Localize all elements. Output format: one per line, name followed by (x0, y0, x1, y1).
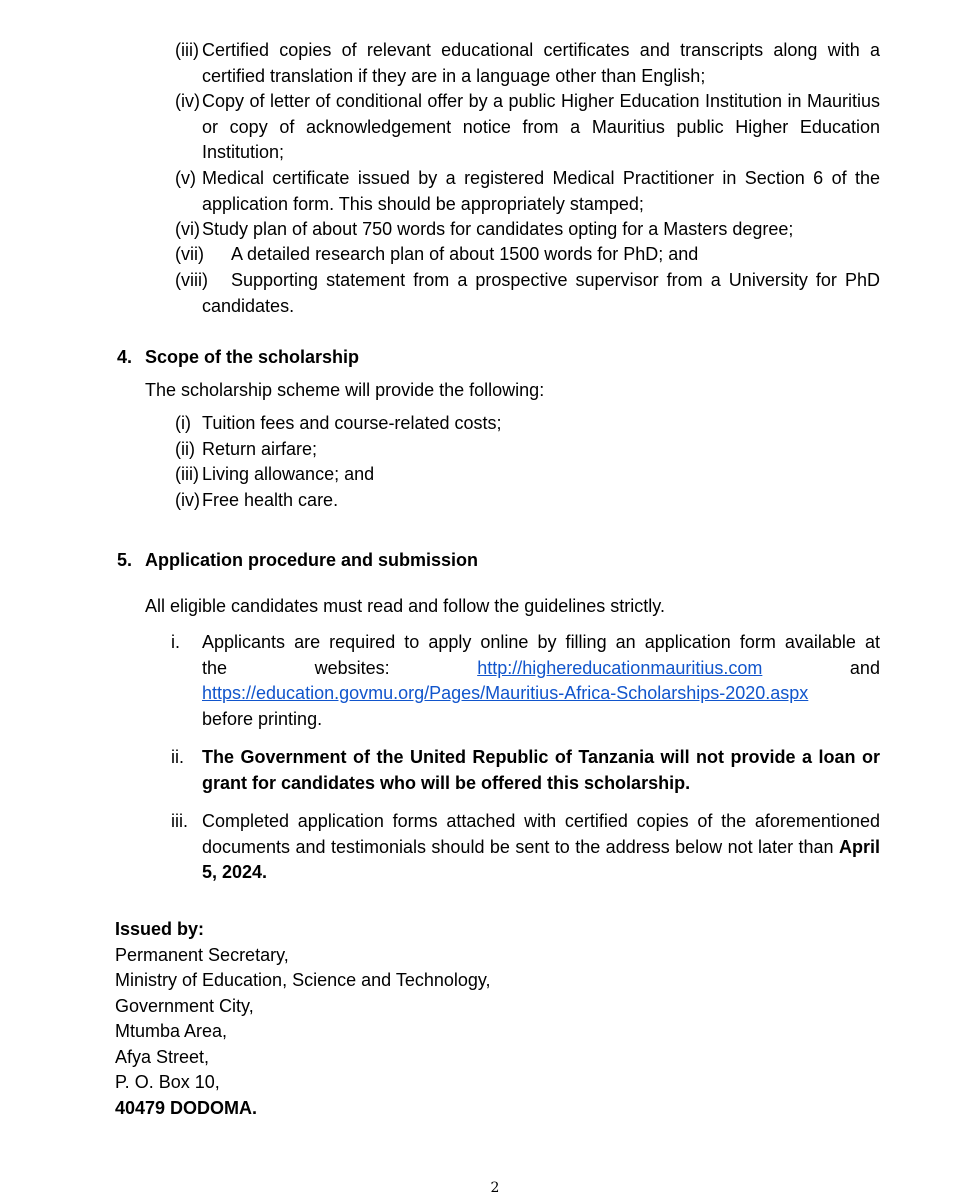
list-item (175, 462, 880, 488)
issued-by-block (115, 917, 491, 1121)
list-item-body: Completed application forms attached with certified copies of the aforementioned documents and testimonials should be sent to the address below not later than (202, 811, 880, 857)
address-line: Ministry of Education, Science and Technology, (115, 970, 491, 990)
list-item-text: Study plan of about 750 words for candidates opting for a Masters degree; (202, 219, 794, 239)
list-item-text: A detailed research plan of about 1500 words for PhD; and (231, 244, 699, 264)
word: websites: (314, 657, 390, 678)
address-line: Government City, (115, 995, 254, 1016)
list-item-line (202, 656, 880, 682)
address-city: 40479 DODOMA. (115, 1097, 258, 1118)
list-item (175, 411, 880, 437)
list-item (175, 437, 880, 463)
list-item (171, 809, 880, 886)
list-item-text: Copy of letter of conditional offer by a public Higher Education Institution in Mauritius or copy of acknowledgement notice from a Mauritius public Higher Education Institution; (202, 91, 880, 162)
issued-by-label: Issued by: (115, 919, 205, 939)
list-item-number: (v) (175, 168, 196, 188)
list-item-text: Tuition fees and course-related costs; (202, 413, 502, 433)
list-item-line (202, 681, 880, 707)
section-heading (117, 548, 478, 573)
list-item-text: Return airfare; (202, 439, 318, 459)
list-item-number: ii. (171, 747, 184, 767)
list-item-number: (i) (175, 413, 191, 433)
list-item-text (171, 630, 880, 732)
list-item-line: Applicants are required to apply online by filling an application form available at (202, 632, 880, 652)
list-item-number: (iv) (175, 91, 200, 111)
list-item (175, 242, 880, 268)
list-item (175, 217, 880, 243)
list-item (175, 89, 880, 166)
list-item (175, 166, 880, 217)
word: and (849, 657, 880, 678)
website-link[interactable]: http://highereducationmauritius.com (477, 657, 763, 678)
list-item-number: (vi) (175, 219, 200, 239)
list-item (171, 630, 880, 732)
list-item-number: (iii) (175, 40, 199, 60)
list-item (175, 38, 880, 89)
section-title: Application procedure and submission (145, 550, 479, 570)
deadline: April 5, 2024. (202, 836, 880, 882)
list-item-text (171, 809, 880, 886)
list-item-text: Living allowance; and (202, 464, 375, 484)
section-title: Scope of the scholarship (145, 347, 360, 367)
page-number: 2 (490, 1180, 500, 1196)
list-item-text: Medical certificate issued by a registered Medical Practitioner in Section 6 of the application form. This should be appropriately stamped; (202, 168, 880, 214)
section-intro: All eligible candidates must read and follow the guidelines strictly. (145, 596, 665, 616)
list-item-number: (viii) (175, 270, 208, 290)
list-item (175, 488, 880, 514)
list-item-number: i. (171, 632, 180, 652)
word: the (202, 657, 228, 678)
list-item-text: Certified copies of relevant educational certificates and transcripts along with a certified translation if they are in a language other than English; (202, 40, 880, 86)
list-item-number: (iii) (175, 464, 199, 484)
list-item-number: (vii) (175, 244, 204, 264)
address-line: P. O. Box 10, (115, 1072, 220, 1092)
website-link[interactable]: https://education.govmu.org/Pages/Mauritius-Africa-Scholarships-2020.aspx (202, 683, 809, 703)
address-line: Afya Street, (115, 1046, 210, 1067)
address-line: Mtumba Area, (115, 1021, 228, 1041)
list-item-number: (ii) (175, 439, 195, 459)
list-item-text: Free health care. (202, 490, 339, 510)
list-item-text: Supporting statement from a prospective supervisor from a University for PhD candidates. (202, 270, 880, 316)
section-heading (117, 345, 359, 370)
list-item-text: The Government of the United Republic of Tanzania will not provide a loan or grant for candidates who will be offered this scholarship. (202, 747, 880, 793)
section-intro: The scholarship scheme will provide the following: (145, 380, 545, 400)
address-line: Permanent Secretary, (115, 944, 289, 965)
section-number: 5. (117, 550, 133, 570)
list-item-number: (iv) (175, 490, 200, 510)
section-number: 4. (117, 347, 133, 367)
list-item-number: iii. (171, 811, 188, 831)
list-item-line: before printing. (202, 708, 323, 729)
list-item (175, 268, 880, 319)
list-item (171, 745, 880, 796)
